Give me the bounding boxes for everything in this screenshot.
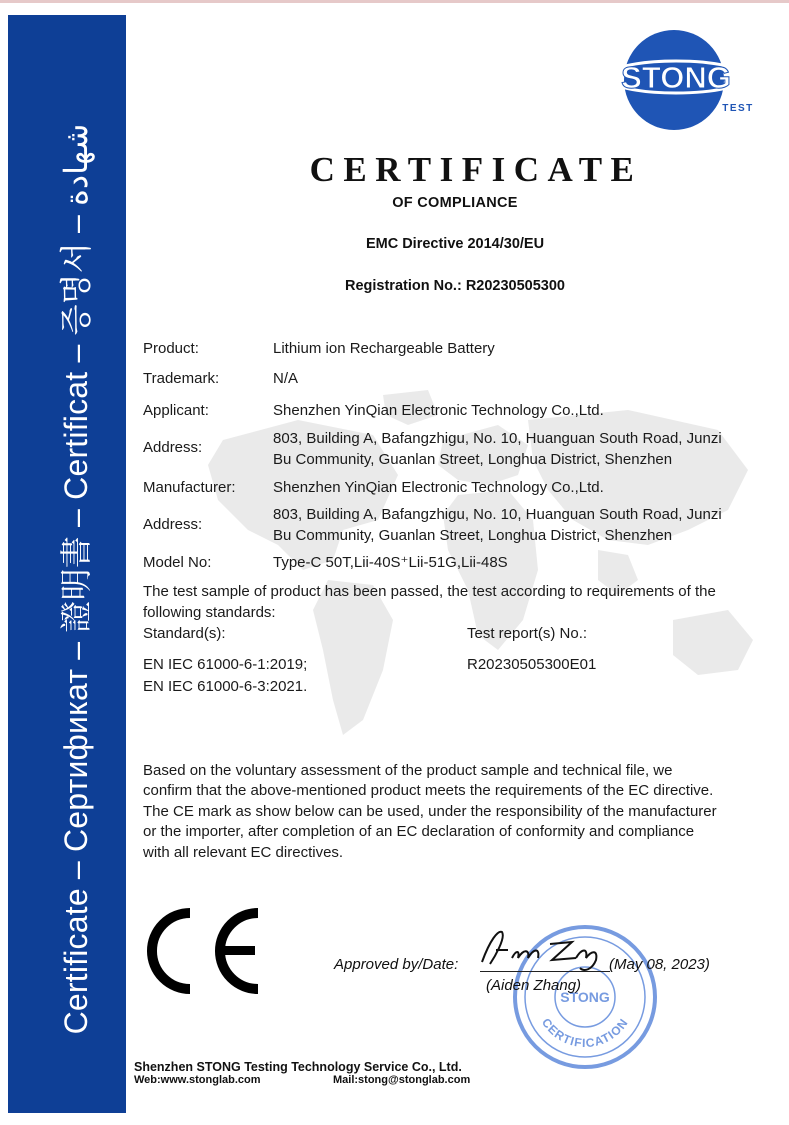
assessment-line: confirm that the above-mentioned product meets the requirements of the EC directive. (143, 782, 714, 799)
manufacturer-address-label: Address: (143, 516, 203, 533)
test-statement-line1: The test sample of product has been passed, the test according to requirements of the (143, 583, 716, 600)
ce-mark-icon (140, 905, 265, 995)
signature-line (480, 971, 610, 972)
registration-number: Registration No.: R20230505300 (344, 278, 565, 294)
approval-date: (May 08, 2023) (609, 956, 710, 973)
product-label: Product: (143, 340, 199, 357)
footer-mail: Mail:stong@stonglab.com (333, 1074, 471, 1086)
reports-header: Test report(s) No.: (467, 625, 588, 642)
footer-web: Web:www.stonglab.com (134, 1074, 261, 1086)
assessment-line: with all relevant EC directives. (143, 844, 344, 861)
applicant-label: Applicant: (143, 402, 209, 419)
stong-logo (592, 25, 764, 140)
footer-company: Shenzhen STONG Testing Technology Service Co., Ltd. (134, 1060, 462, 1074)
signature (472, 920, 612, 975)
stamp-top-text: STONG (560, 989, 610, 1005)
manufacturer-value: Shenzhen YinQian Electronic Technology Co.,Ltd. (273, 479, 604, 496)
standards-header: Standard(s): (143, 625, 226, 642)
top-border (0, 0, 789, 3)
standard-item: EN IEC 61000-6-1:2019; (143, 656, 308, 673)
test-statement-line2: following standards: (143, 604, 276, 621)
applicant-address-line1: 803, Building A, Bafangzhigu, No. 10, Huanguan South Road, Junzi (273, 430, 722, 447)
signer-name: (Aiden Zhang) (486, 977, 582, 994)
trademark-label: Trademark: (143, 370, 220, 387)
directive: EMC Directive 2014/30/EU (365, 236, 545, 252)
report-item: R20230505300E01 (467, 656, 597, 673)
product-value: Lithium ion Rechargeable Battery (273, 340, 495, 357)
certificate-subtitle: OF COMPLIANCE (392, 195, 518, 211)
manufacturer-label: Manufacturer: (143, 479, 236, 496)
assessment-line: Based on the voluntary assessment of the product sample and technical file, we (143, 762, 673, 779)
applicant-address-label: Address: (143, 439, 203, 456)
svg-text:CERTIFICATION (539, 1016, 631, 1051)
logo-brand: STONG (621, 60, 731, 95)
assessment-line: The CE mark as show below can be used, under the responsibility of the manufacturer (143, 803, 717, 820)
manufacturer-address-line1: 803, Building A, Bafangzhigu, No. 10, Huanguan South Road, Junzi (273, 506, 722, 523)
approved-label: Approved by/Date: (334, 956, 459, 973)
applicant-value: Shenzhen YinQian Electronic Technology Co.,Ltd. (273, 402, 604, 419)
model-value: Type-C 50T,Lii-40S⁺Lii-51G,Lii-48S (273, 554, 508, 571)
logo-tag: TEST (722, 103, 754, 114)
sidebar-multilingual-text: Certificate – Сертификат – 證明書 – Certificat – 증명서 – شهادة (58, 123, 94, 1035)
stamp-bottom-text: CERTIFICATION (538, 1015, 632, 1051)
certificate-title: CERTIFICATE (309, 150, 643, 189)
standard-item: EN IEC 61000-6-3:2021. (143, 678, 308, 695)
manufacturer-address-line2: Bu Community, Guanlan Street, Longhua District, Shenzhen (273, 527, 673, 544)
model-label: Model No: (143, 554, 212, 571)
sidebar-band (8, 15, 126, 1113)
trademark-value: N/A (273, 370, 299, 387)
assessment-line: or the importer, after completion of an EC declaration of conformity and compliance (143, 823, 695, 840)
applicant-address-line2: Bu Community, Guanlan Street, Longhua District, Shenzhen (273, 451, 673, 468)
